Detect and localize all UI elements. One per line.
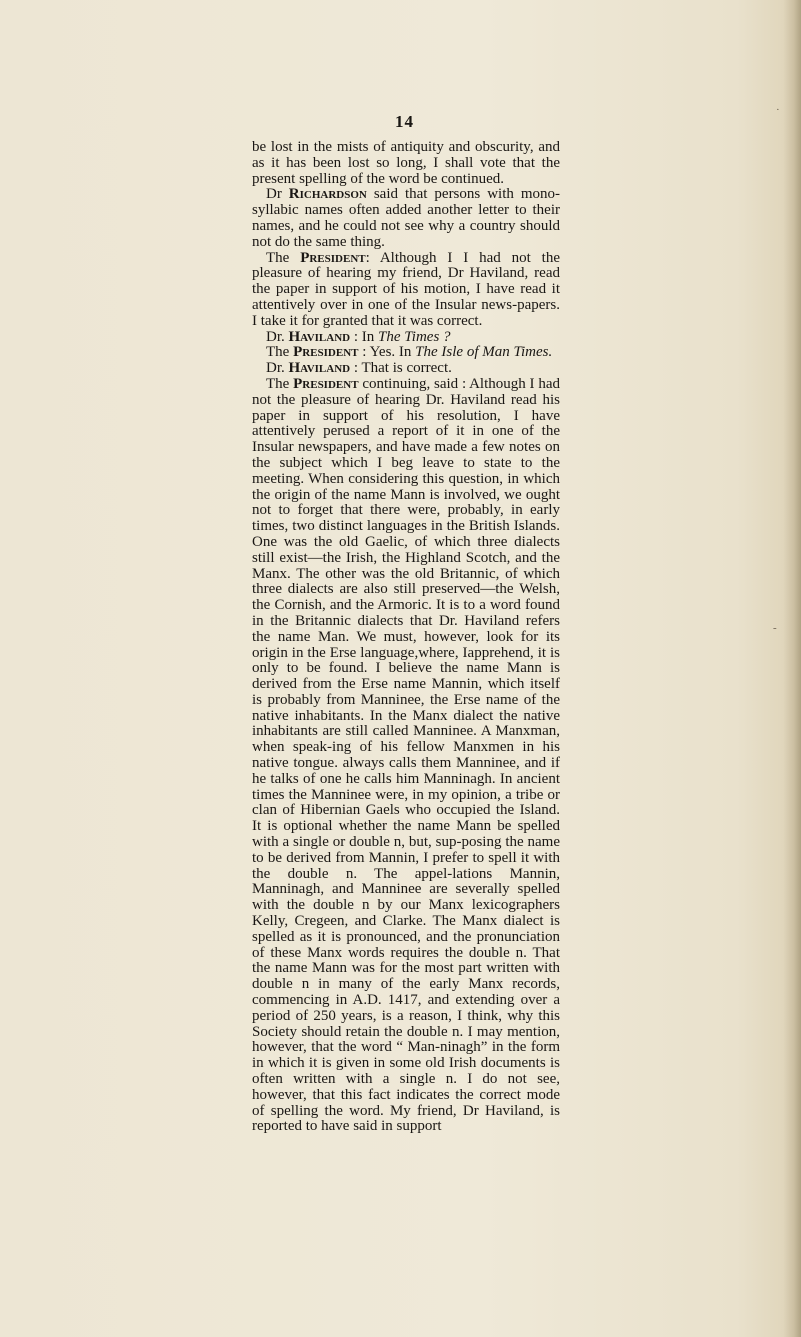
text-run: President (300, 249, 366, 266)
text-run: Haviland (288, 328, 351, 345)
paragraph (252, 140, 560, 187)
text-run: President (293, 344, 359, 361)
text-run: Dr (266, 186, 289, 203)
text-run: The (266, 249, 301, 266)
paragraph (252, 377, 560, 1135)
text-run: be lost in the mists of antiquity and obscurity, and as it has been lost so long, I shall vote that the present spelling of the word be continued. (252, 139, 560, 187)
text-run: Richardson (288, 186, 367, 203)
text-run: The Times ? (378, 328, 451, 345)
body-text (252, 140, 560, 1135)
text-run: The (266, 375, 294, 392)
paragraph (252, 361, 560, 377)
paragraph (252, 345, 560, 361)
text-run: President (293, 375, 359, 392)
paragraph (252, 187, 560, 250)
paragraph (252, 251, 560, 330)
text-run: : That is correct. (350, 360, 452, 377)
text-run: Dr. (266, 360, 289, 377)
page-edge-shadow (783, 0, 801, 1337)
text-run: : Although I I had not the pleasure of hearing my friend, Dr Haviland, read the paper in support of his motion, I have read it attentively over in one of the Insular news-papers. I take it for granted that it was correct. (252, 249, 560, 329)
page-number: 14 (395, 112, 414, 131)
text-run: Dr. (266, 328, 289, 345)
paragraph (252, 330, 560, 346)
text-run: The Isle of Man Times. (415, 344, 553, 361)
text-run: : Yes. In (358, 344, 416, 361)
text-run: Haviland (288, 360, 351, 377)
text-run: continuing, said : Although I had not the pleasure of hearing Dr. Haviland read his paper in support of his resolution, I have attentively perused a report of it in one of the Insular newspapers, and have made a few notes on the subject which I beg leave to state to the meeting. When considering this question, in which the origin of the name Mann is involved, we ought not to forget that there were, probably, in early times, two distinct languages in the British Islands. One was the old Gaelic, of which three dialects still exist—the Irish, the Highland Scotch, and the Manx. The other was the old Britannic, of which three dialects are also still preserved—the Welsh, the Cornish, and the Armoric. It is to a word found in the Britannic dialects that Dr. Haviland refers the name Man. We must, however, look for its origin in the Erse language,where, Iapprehend, it is only to be found. I believe the name Mann is derived from the Erse name Mannin, which itself is probably from Manninee, the Erse name of the native inhabitants. In the Manx dialect the native inhabitants are still called Manninee. A Manxman, when speak-ing of his fellow Manxmen in his native tongue. always calls them Manninee, and if he talks of one he calls him Manninagh. In ancient times the Manninee were, in my opinion, a tribe or clan of Hibernian Gaels who occupied the Island. It is optional whether the name Mann be spelled with a single or double n, but, sup-posing the name to be derived from Mannin, I prefer to spell it with the double n. The appel-lations Mannin, Manninagh, and Manninee are severally spelled with the double n by our Manx lexicographers Kelly, Cregeen, and Clarke. The Manx dialect is spelled as it is pronounced, and the pronunciation of these Manx words requires the double n. That the name Mann was for the most part written with double n in many of the early Manx records, commencing in A.D. 1417, and extending over a period of 250 years, is a reason, I think, why this Society should retain the double n. I may mention, however, that the word “ Man-ninagh” in the form in which it is given in some old Irish documents is often written with a single n. I do not see, however, that this fact indicates the correct mode of spelling the word. My friend, Dr Haviland, is reported to have said in support (252, 375, 561, 1135)
text-run: : In (350, 328, 379, 345)
margin-speck: ‑ (773, 622, 777, 634)
margin-speck: · (776, 104, 780, 116)
text-run: The (266, 344, 294, 361)
text-run: said that persons with mono-syllabic names often added another letter to their names, and he could not see why a country should not do the same thing. (252, 186, 560, 250)
